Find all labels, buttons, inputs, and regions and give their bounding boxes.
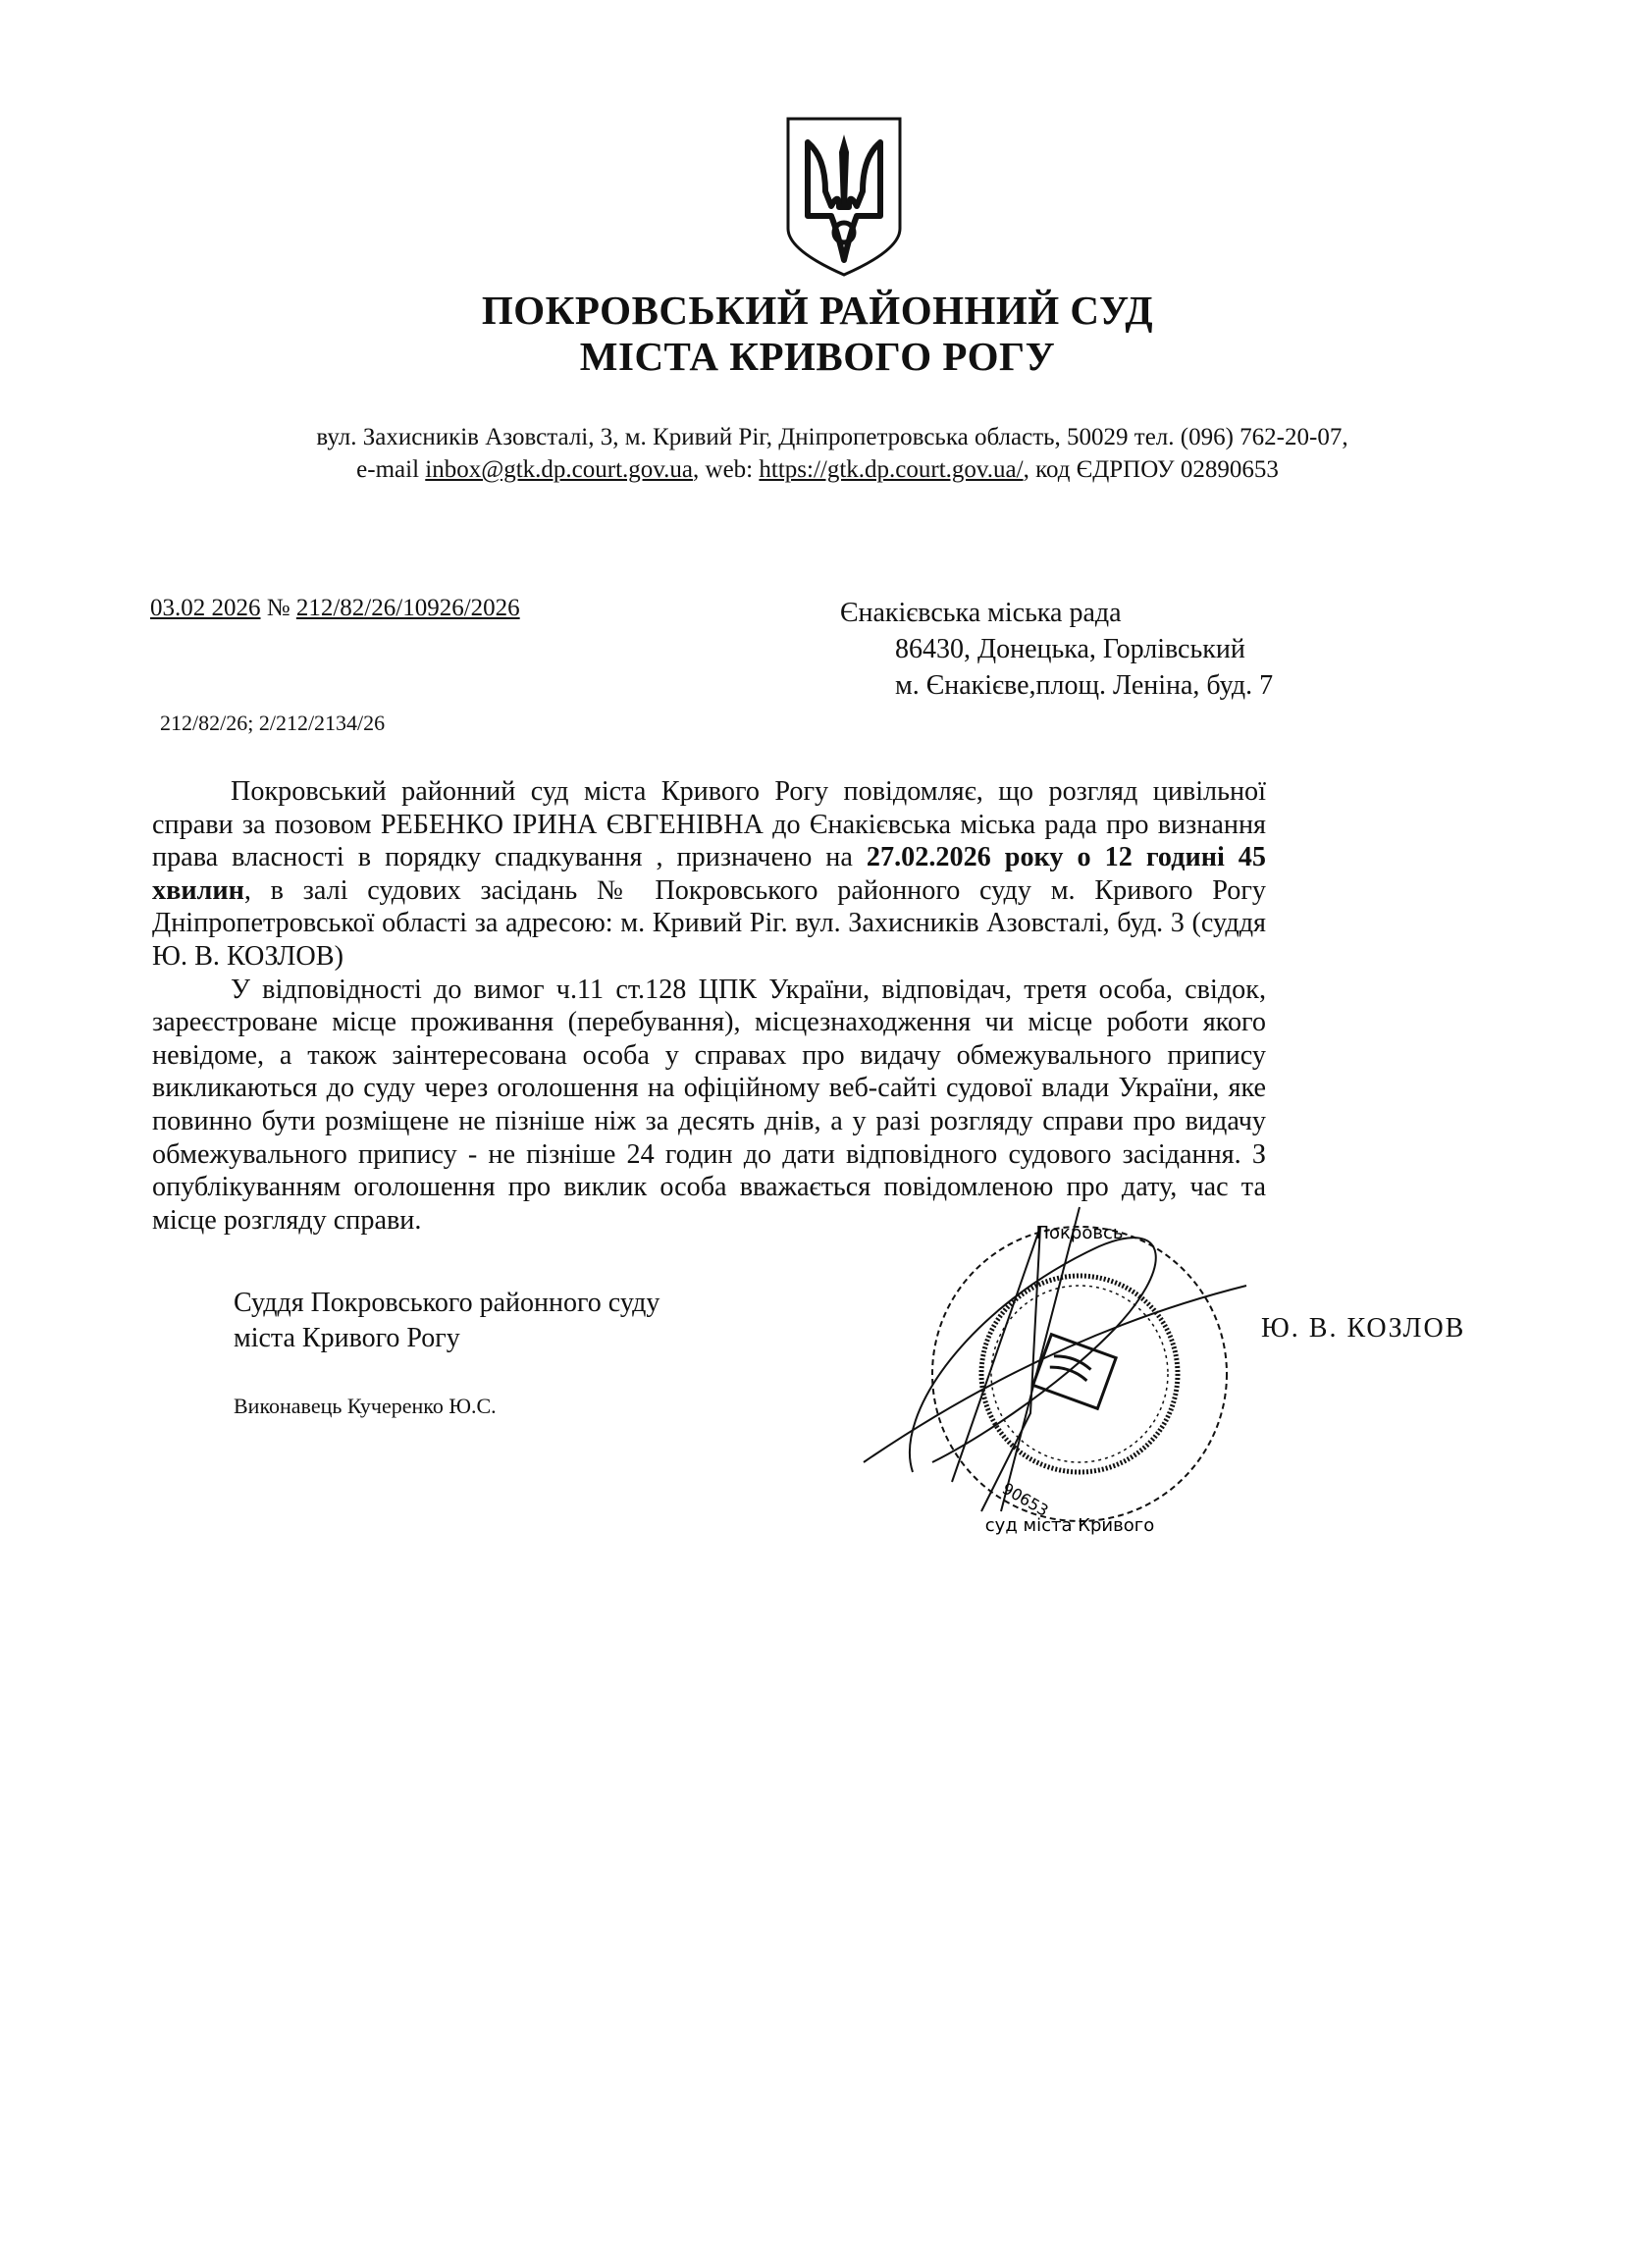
- court-name-line2: МІСТА КРИВОГО РОГУ: [579, 334, 1056, 379]
- notice-paragraph-1: [152, 775, 1266, 974]
- recipient-name: Єнакієвська міська рада: [840, 598, 1122, 628]
- notice-paragraph-2: У відповідності до вимог ч.11 ст.128 ЦПК України, відповідач, третя особа, свідок, зареєстроване місце проживання (перебування), місцезнаходження чи місце роботи якого невідоме, а також заінтересована особа у справах про видачу обмежувального припису викликаються до суду через оголошення на офіційному веб-сайті судової влади України, яке повинно бути розміщене не пізніше ніж за десять днів, а у разі розгляду справи про видачу обмежувального припису - не пізніше 24 годин до дати відповідного судового засідання. З опублікуванням оголошення про виклик особа вважається повідомленою про дату, час та місце розгляду справи.: [152, 974, 1266, 1236]
- court-contacts: [0, 456, 1635, 484]
- svg-text:суд міста Кривого: суд міста Кривого: [984, 1515, 1155, 1536]
- judge-position-line2: міста Кривого Рогу: [234, 1323, 460, 1353]
- number-sign: №: [260, 595, 296, 621]
- court-name-line1: ПОКРОВСЬКИЙ РАЙОННИЙ СУД: [481, 288, 1154, 333]
- judge-name: Ю. В. КОЗЛОВ: [1261, 1313, 1466, 1344]
- outgoing-reg-number: 212/82/26/10926/2026: [295, 595, 520, 621]
- web-label: , web:: [693, 456, 760, 483]
- court-seal-stamp: [854, 1187, 1266, 1570]
- edrpou-code: , код ЄДРПОУ 02890653: [1023, 456, 1279, 483]
- outgoing-number: [150, 595, 520, 622]
- paragraph-text: , в залі судових засідань № Покровського районного суду м. Кривого Рогу Дніпропетровської області за адресою: м. Кривий Ріг. вул. Захисників Азовсталі, буд. 3 (суддя Ю. В. КОЗЛОВ): [152, 874, 1266, 972]
- web-link[interactable]: https://gtk.dp.court.gov.ua/: [759, 456, 1024, 483]
- court-address: вул. Захисників Азовсталі, 3, м. Кривий Ріг, Дніпропетровська область, 50029 тел. (096) 762-20-07,: [316, 424, 1348, 450]
- judge-position-line1: Суддя Покровського районного суду: [234, 1288, 660, 1318]
- signature-position: [234, 1286, 659, 1356]
- recipient-address-line2: м. Єнакієве,площ. Леніна, буд. 7: [895, 670, 1274, 701]
- hearing-datetime: 27.02.2026 року о 12 годині 45 хвилин: [152, 842, 1266, 906]
- paragraph-text: Покровський районний суд міста Кривого Рогу повідомляє, що розгляд цивільної справи за позовом РЕБЕНКО ІРИНА ЄВГЕНІВНА до Єнакієвська міська рада про визнання права власності в порядку спадкування , призначено на: [152, 776, 1266, 873]
- stamp-text: Покровсь: [1035, 1223, 1124, 1243]
- executor-name: Виконавець Кучеренко Ю.С.: [234, 1394, 497, 1418]
- email-link[interactable]: inbox@gtk.dp.court.gov.ua: [425, 456, 694, 483]
- notice-body: [152, 775, 1266, 1237]
- email-label: e-mail: [356, 456, 426, 483]
- outgoing-date: 03.02 2026: [150, 595, 261, 621]
- recipient-address-line1: 86430, Донецька, Горлівський: [895, 634, 1245, 664]
- svg-text:90653: 90653: [999, 1479, 1052, 1520]
- case-references: 212/82/26; 2/212/2134/26: [160, 711, 386, 735]
- coat-of-arms-icon: [780, 113, 908, 280]
- recipient-block: [840, 595, 1273, 704]
